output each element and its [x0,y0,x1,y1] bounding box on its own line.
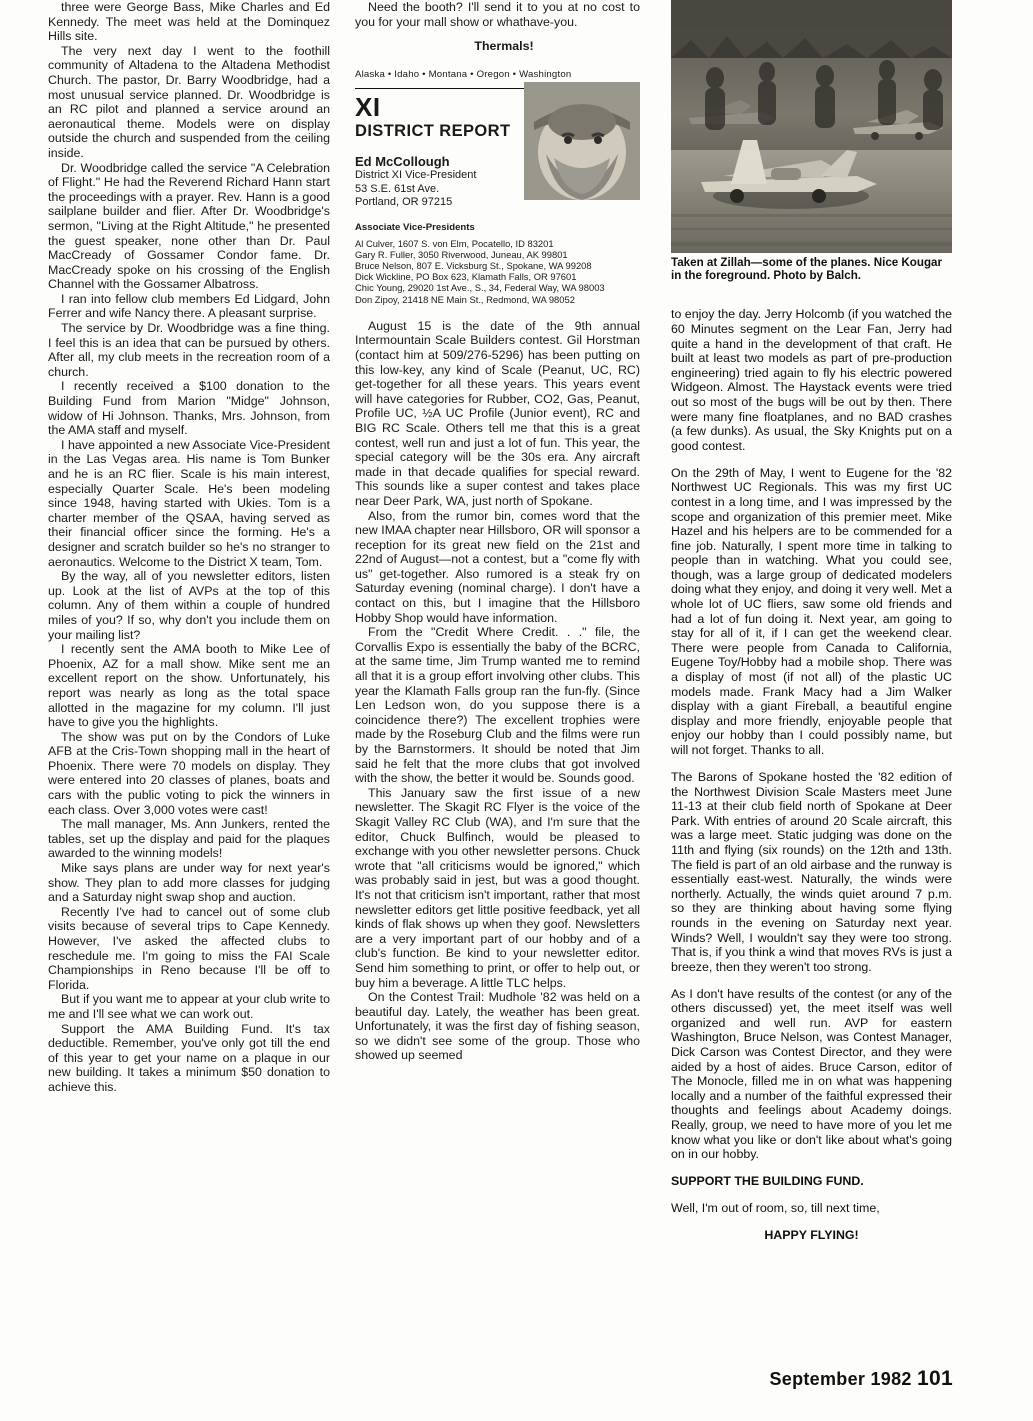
vice-president-portrait [524,82,640,200]
body-paragraph: This January saw the first issue of a new newsletter. The Skagit RC Flyer is the voice of the Skagit Valley RC Club (WA), and I'm sure that the editor, Chuck Bulfinch, would be pleased to exchange with you other newsletter persons. Chuck wrote that "all criticisms would be ignored," which was probably said in jest, but was a good thought. It's not that criticism isn't important, rather that most newsletter editors get little positive feedback, yet all kinds of flak shows up when they goof. Newsletters are a very important part of our hobby and of a club's function. Be kind to your newsletter editor. Send him something to print, or offer to help out, or buy him a beverage. A little TLC helps. [355,785,640,990]
photo-graphic [671,0,952,253]
body-paragraph: On the 29th of May, I went to Eugene for the '82 Northwest UC Regionals. This was my first UC contest in a long time, and I was impressed by the scope and organization of this premier meet. Mike Hazel and his helpers are to be commended for a fine job. Naturally, I spent more time in talking to people than in watching. What you could see, though, was a large group of dedicated modelers doing what they enjoy, and doing it very well. Met a whole lot of UC fliers, saw some old friends and had a lot of fun doing it. Next year, am going to stay for all of it, if I can get the weekend clear. There were people from Canada to California, Eugene Toy/Hobby had a mobile shop. There was a display of most (if not all) of the plastic UC models made. Frank Macy had a Jim Walker display with a giant Fireball, a beautiful engine display and more friendly, enjoyable people that enjoy our hobby than I could possibly name, but will not forget. Thanks to all. [671,465,952,757]
col2-para: Need the booth? I'll send it to you at no cost to you for your mall show or whathave-you. [355,0,640,29]
vice-president-address-2: Portland, OR 97215 [355,195,453,208]
body-paragraph: I have appointed a new Associate Vice-President in the Las Vegas area. His name is Tom Bunker and he is an RC flier. Scale is his main interest, especially Quarter Scale. He's been modeling since 1948, having started with Ukies. Tom is a charter member of the QSAA, having served as their financial officer since the forming. He's a designer and scratch builder so he's no stranger to aeronautics. Welcome to the District X team, Tom. [48,437,330,569]
body-paragraph: I recently sent the AMA booth to Mike Lee of Phoenix, AZ for a mall show. Mike sent me an excellent report on the show. Unfortunately, his report was nearly as long as the total space allotted in the magazine for my column. I'll just have to give you the highlights. [48,642,330,730]
avp-entry: Gary R. Fuller, 3050 Riverwood, Juneau, AK 99801 [355,248,568,260]
avp-entry: Dick Wickline, PO Box 623, Klamath Falls, OR 97601 [355,271,577,283]
body-paragraph: On the Contest Trail: Mudhole '82 was held on a beautiful day. Lately, the weather has been great. Unfortunately, it was the first day of fishing season, so we didn't see some of the group. Those who showed up seemed [355,990,640,1063]
avp-heading: Associate Vice-Presidents [355,221,475,233]
body-paragraph: From the "Credit Where Credit. . ." file, the Corvallis Expo is essentially the baby of the BCRC, at the same time, Jim Trump wanted me to remind all that it is a group effort involving other clubs. This year the Klamath Falls group ran the fun-fly. (Since Len Ledson won, do you suppose there is a coincidence there?) The excellent trophies were made by the Roseburg Club and the films were run by the Barnstormers. It should be noted that Jim said he felt that the more clubs that got involved with the show, the better it would be. Sounds good. [355,625,640,786]
column-two-body [355,319,640,1063]
district-number: XI [355,92,381,123]
district-report-title: DISTRICT REPORT [355,122,511,141]
body-paragraph: Support the AMA Building Fund. It's tax deductible. Remember, you've only got till the end of this year to get your name on a plaque in our new building. It takes a minimum $50 donation to achieve this. [48,1021,330,1094]
footer-date: September 1982 [769,1369,912,1389]
body-paragraph: Dr. Woodbridge called the service "A Celebration of Flight." He had the Reverend Richard Hann start the proceedings with a prayer. Rev. Hann is a good sailplane builder and flier. After Dr. Woodbridge's sermon, "Living at the Right Altitude," he presented the guest speaker, none other than Dr. Paul MacCready of Gossamer Condor fame. Dr. MacCready spoke on his crossing of the English Channel with the Gossamer Albatross. [48,160,330,292]
closing-line: HAPPY FLYING! [764,1228,859,1243]
avp-entry: Al Culver, 1607 S. von Elm, Pocatello, ID 83201 [355,237,554,249]
body-paragraph: But if you want me to appear at your club write to me and I'll see what we can work out. [48,992,330,1021]
body-paragraph: Also, from the rumor bin, comes word that the new IMAA chapter near Hillsboro, OR will sponsor a reception for its great new field on the 21st and 22nd of August—not a contest, but a "come fly with us" get-together. Also rumored is a steak fry on Saturday evening (nominal charge). I don't have a contact on this, but I imagine that the Hillsboro Hobby Shop would have information. [355,508,640,625]
district-states-line: Alaska • Idaho • Montana • Oregon • Washington [355,68,572,80]
vice-president-address-1: 53 S.E. 61st Ave. [355,182,440,195]
portrait-graphic [524,82,640,200]
avp-entry: Don Zipoy, 21418 NE Main St., Redmond, WA 98052 [355,293,575,305]
vice-president-role: District XI Vice-President [355,169,477,182]
body-paragraph: By the way, all of you newsletter editors, listen up. Look at the list of AVPs at the top of this column. Any of them within a couple of hundred miles of you? If so, why don't you include them on your mailing list? [48,569,330,642]
closing-line: SUPPORT THE BUILDING FUND. [671,1174,864,1189]
body-paragraph: Recently I've had to cancel out of some club visits because of several trips to Cape Kennedy. However, I've asked the affected clubs to reschedule me. I'm going to miss the FAI Scale Championships in Reno because I'll be off to Florida. [48,904,330,992]
body-paragraph: The very next day I went to the foothill community of Altadena to the Altadena Methodist Church. The pastor, Dr. Barry Woodbridge, had a most unusual service planned. Dr. Woodbridge is an RC pilot and planned a service around an aeronautical theme. Models were on display outside the church and suspended from the ceiling inside. [48,43,330,160]
district-report-header [355,68,640,305]
body-paragraph: The show was put on by the Condors of Luke AFB at the Cris-Town shopping mall in the heart of Phoenix. There were 70 models on display. They were entered into 20 classes of planes, boats and cars with the public voting to pick the winners in each class. Over 3,000 votes were cast! [48,729,330,817]
body-paragraph: three were George Bass, Mike Charles and Ed Kennedy. The meet was held at the Dominquez Hills site. [48,0,330,44]
body-paragraph: The Barons of Spokane hosted the '82 edition of the Northwest Division Scale Masters meet June 11-13 at their club field north of Spokane at Deer Park. With entries of around 20 Scale aircraft, this was a large meet. Static judging was done on the 11th and flying (six rounds) on the 12th and 13th. The field is part of an old airbase and the runway is essentially east-west. Naturally, the winds were northerly. Actually, the winds quiet around 7 p.m. so they are thinking about having some flying rounds in the evening on Saturday next year. Winds? Well, I wouldn't say they were too strong. That is, if you think a wind that moves RVs is just a breeze, then they weren't too strong. [671,769,952,974]
body-paragraph: I recently received a $100 donation to the Building Fund from Marion "Midge" Johnson, widow of Hi Johnson. Thanks, Mrs. Johnson, from the AMA staff and myself. [48,379,330,438]
column-two [355,0,640,1063]
body-paragraph: August 15 is the date of the 9th annual Intermountain Scale Builders contest. Gil Horstman (contact him at 509/276-5296) has been putting on this low-key, any kind of Scale (Peanut, UC, RC) get-together for all these years. This years event will have categories for Rubber, CO2, Gas, Peanut, Profile UC, ½A UC Profile (Junior event), RC and BIG RC Scale. Others tell me that this is a great contest, well run and just a lot of fun. This year, the special category will be the 30s era. Any aircraft made in that decade qualifies for special reward. This sounds like a super contest and takes place near Deer Park, WA, just north of Spokane. [355,318,640,508]
closing-line: Well, I'm out of room, so, till next time, [671,1201,880,1216]
avp-entry: Chic Young, 29020 1st Ave., S., 34, Federal Way, WA 98003 [355,282,605,294]
body-paragraph: The mall manager, Ms. Ann Junkers, rented the tables, set up the display and paid for the plaques awarded to the winning models! [48,817,330,861]
body-paragraph: Mike says plans are under way for next year's show. They plan to add more classes for judging and a Saturday night swap shop and auction. [48,861,330,905]
page-number: 101 [917,1367,953,1390]
column-three [671,295,952,1255]
column-one [48,0,330,1095]
vice-president-name: Ed McCollough [355,154,450,170]
body-paragraph: As I don't have results of the contest (or any of the others discussed) yet, the meet itself was well organized and well run. AVP for eastern Washington, Bruce Nelson, was Contest Manager, Dick Carson was Contest Director, and they were aided by a host of aides. Bruce Carson, editor of The Monocle, filled me in on what was happening locally and a number of the faithful expressed their thoughts and feelings about Academy doings. Really, group, we need to have more of you let me know what you like or don't like about what's going on in our hobby. [671,986,952,1162]
avp-list [355,238,640,305]
district-photo [671,0,952,253]
avp-entry: Bruce Nelson, 807 E. Vicksburg St., Spokane, WA 99208 [355,259,592,271]
body-paragraph: I ran into fellow club members Ed Lidgard, John Ferrer and wife Nancy there. A pleasant surprise. [48,291,330,321]
thermals-signoff: Thermals! [474,39,534,54]
photo-caption: Taken at Zillah—some of the planes. Nice Kougar in the foreground. Photo by Balch. [671,256,943,283]
page-footer [769,1367,953,1391]
body-paragraph: to enjoy the day. Jerry Holcomb (if you watched the 60 Minutes segment on the Lear Fan, Jerry had quite a hand in the development of that craft. He built at least two models as part of pre-production engineering) tried again to fly his electric powered Widgeon. Almost. The Haystack events were tried out so most of the bugs will be out by then. There were many fine floatplanes, and no BAD crashes (a few dunks). As usual, the Sky Knights put on a good contest. [671,307,952,453]
body-paragraph: The service by Dr. Woodbridge was a fine thing. I feel this is an idea that can be pursued by others. After all, my club meets in the recreation room of a church. [48,321,330,379]
